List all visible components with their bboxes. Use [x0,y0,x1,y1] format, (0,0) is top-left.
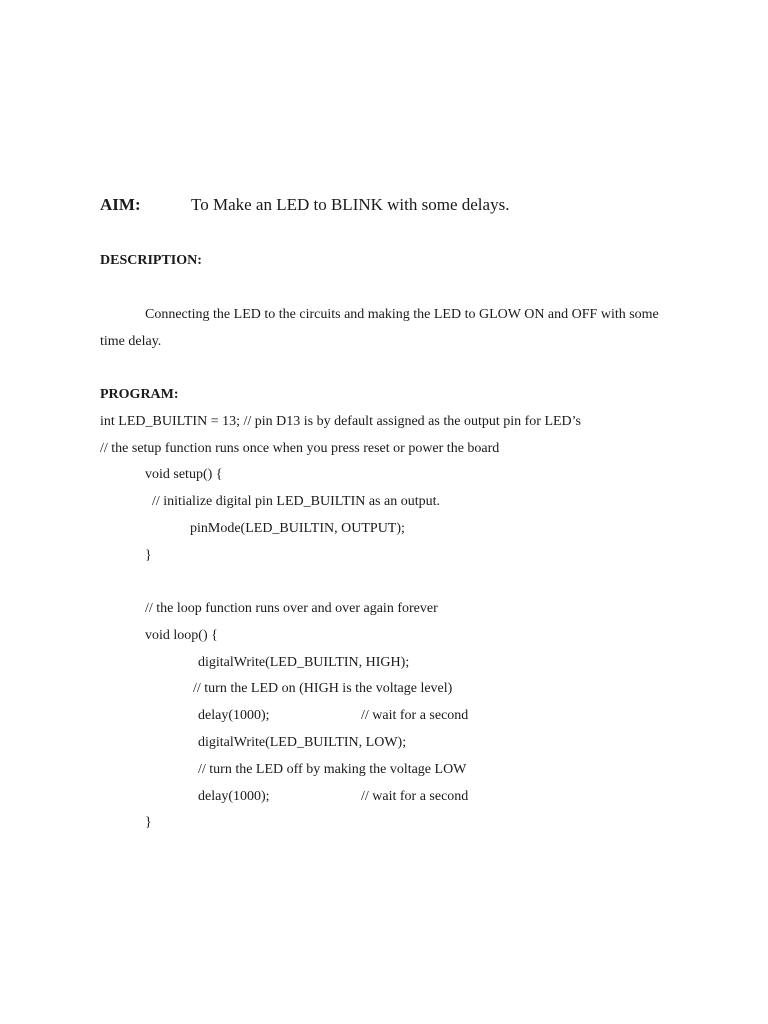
code-line: digitalWrite(LED_BUILTIN, HIGH); [198,655,410,670]
program-heading: PROGRAM: [100,387,179,402]
code-line: delay(1000); [198,789,270,804]
code-line: pinMode(LED_BUILTIN, OUTPUT); [190,521,405,536]
description-line-1: Connecting the LED to the circuits and making the LED to GLOW ON and OFF with some [145,307,659,322]
code-comment: // the loop function runs over and over again forever [145,601,438,616]
code-line: void setup() { [145,467,223,482]
aim-text: To Make an LED to BLINK with some delays. [191,195,510,214]
description-line-2: time delay. [100,334,162,349]
code-comment: // turn the LED on (HIGH is the voltage level) [193,681,453,696]
code-comment: // wait for a second [361,789,469,804]
code-line: // the setup function runs once when you press reset or power the board [100,441,500,456]
description-heading: DESCRIPTION: [100,253,202,268]
code-comment: // turn the LED off by making the voltage LOW [198,762,467,777]
aim-label: AIM: [100,195,141,214]
code-line: int LED_BUILTIN = 13; // pin D13 is by default assigned as the output pin for LED’s [100,414,581,429]
code-comment: // initialize digital pin LED_BUILTIN as an output. [152,494,440,509]
code-line: digitalWrite(LED_BUILTIN, LOW); [198,735,407,750]
code-line: } [145,548,152,563]
code-comment: // wait for a second [361,708,469,723]
code-line: } [145,815,152,830]
code-line: void loop() { [145,628,218,643]
code-line: delay(1000); [198,708,270,723]
